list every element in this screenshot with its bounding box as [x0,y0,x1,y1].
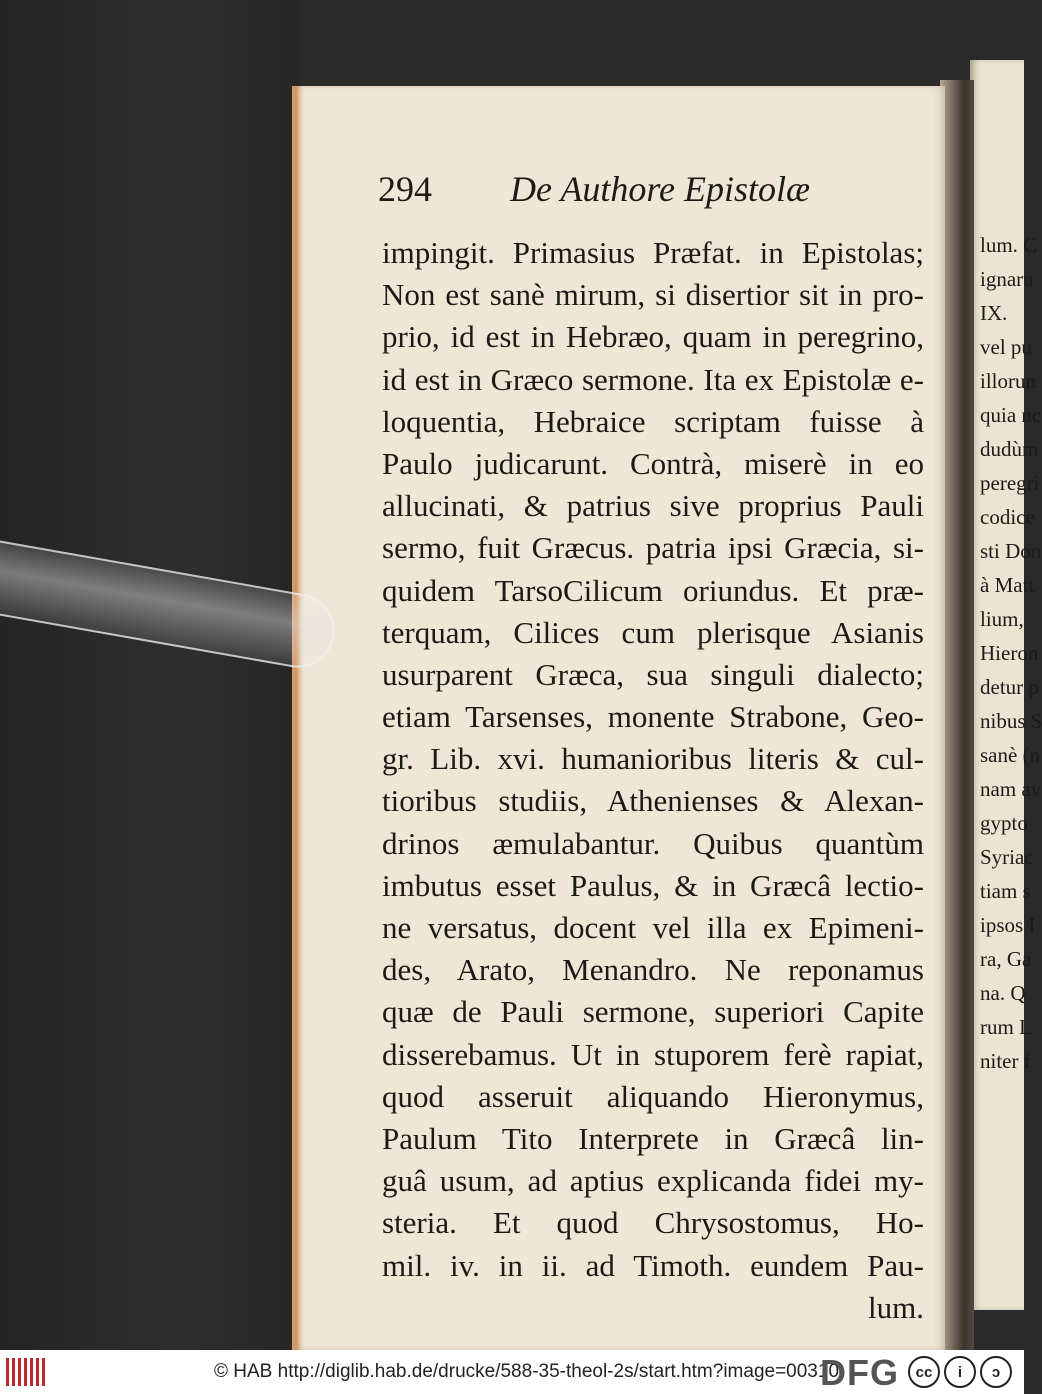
text-line: usurparent Græca, sua singuli dialecto; [382,656,924,692]
text-line: tioribus studiis, Athenienses & Alexan- [382,783,924,819]
facing-text-line: ipsos I [980,913,1036,937]
background-cloth [0,0,300,1350]
cc-license-badge[interactable] [908,1354,1018,1390]
hab-logo-icon [6,1358,46,1386]
text-line: Paulum Tito Interprete in Græcâ lin- [382,1120,924,1156]
share-alike-icon: ↄ [980,1356,1012,1388]
facing-text-line: detur p [980,675,1039,699]
facing-text-line: gypto [980,811,1028,835]
text-line: quod asseruit aliquando Hieronymus, [382,1078,924,1114]
text-line: disserebamus. Ut in stuporem ferè rapiat, [382,1036,924,1072]
facing-text-line: nibus S [980,709,1042,733]
viewer-footer [0,1350,1024,1394]
text-line: quæ de Pauli sermone, superiori Capite [382,994,924,1030]
text-line: id est in Græco sermone. Ita ex Epistolæ e- [382,361,924,397]
running-head-title: De Authore Epistolæ [510,169,810,209]
facing-text-line: lium, [980,607,1024,631]
facing-text-line: illorun [980,369,1036,393]
facing-text-line: nam av [980,777,1042,801]
page-number: 294 [378,169,432,209]
text-line: mil. iv. in ii. ad Timoth. eundem Pau- [382,1247,924,1283]
text-line: gr. Lib. xvi. humanioribus literis & cul- [382,741,924,777]
facing-text-line: na. Q [980,981,1026,1005]
text-line: etiam Tarsenses, monente Strabone, Geo- [382,699,924,735]
copyright-link[interactable]: © HAB http://diglib.hab.de/drucke/588-35-theol-2s/start.htm?image=00310 [214,1361,840,1382]
body-text [382,232,924,1329]
facing-text-line: tiam s [980,879,1031,903]
text-line: Non est sanè mirum, si disertior sit in pro- [382,277,924,313]
text-line: prio, id est in Hebræo, quam in peregrino, [382,319,924,355]
text-line: Paulo judicarunt. Contrà, miserè in eo [382,445,924,481]
facing-text-line: ra, Ga [980,947,1032,971]
book-gutter [940,80,974,1350]
facing-text-line: peregri [980,471,1040,495]
text-line: sermo, fuit Græcus. patria ipsi Græcia, si- [382,530,924,566]
text-line: allucinati, & patrius sive proprius Pauli [382,488,924,524]
facing-text-line: niter f [980,1049,1031,1073]
text-line: quidem TarsoCilicum oriundus. Et præ- [382,572,924,608]
text-line: loquentia, Hebraice scriptam fuisse à [382,403,924,439]
text-line: terquam, Cilices cum plerisque Asianis [382,614,924,650]
text-line: lum. [868,1289,924,1325]
facing-text-line: vel pu [980,335,1032,359]
facing-text-line: à Matt [980,573,1035,597]
dfg-logo: DFG [820,1352,899,1393]
facing-text-line: dudùm [980,437,1039,461]
facing-text-line: Hieron [980,641,1039,665]
facing-text-line: rum L [980,1015,1032,1039]
text-line: des, Arato, Menandro. Ne reponamus [382,952,924,988]
text-line: imbutus esset Paulus, & in Græcâ lectio- [382,867,924,903]
facing-text-line: sti Don [980,539,1042,563]
attribution-icon: i [944,1356,976,1388]
facing-text-line: quia nc [980,403,1042,427]
facing-text-line: sanè (n [980,743,1041,767]
facing-text-line: codice [980,505,1035,529]
facing-page-text [980,228,1042,1078]
cc-icon: cc [908,1356,940,1388]
text-line: ne versatus, docent vel illa ex Epimeni- [382,910,924,945]
facing-text-line: IX. [980,301,1008,325]
text-line: guâ usum, ad aptius explicanda fidei my- [382,1163,924,1199]
running-head [378,168,918,218]
text-line: drinos æmulabantur. Quibus quantùm [382,825,924,861]
facing-text-line: Syriac [980,845,1034,869]
text-line: impingit. Primasius Præfat. in Epistolas; [382,235,924,270]
text-line: steria. Et quod Chrysostomus, Ho- [382,1205,924,1241]
facing-text-line: ignaru [980,267,1034,291]
facing-text-line: lum. C [980,233,1038,257]
